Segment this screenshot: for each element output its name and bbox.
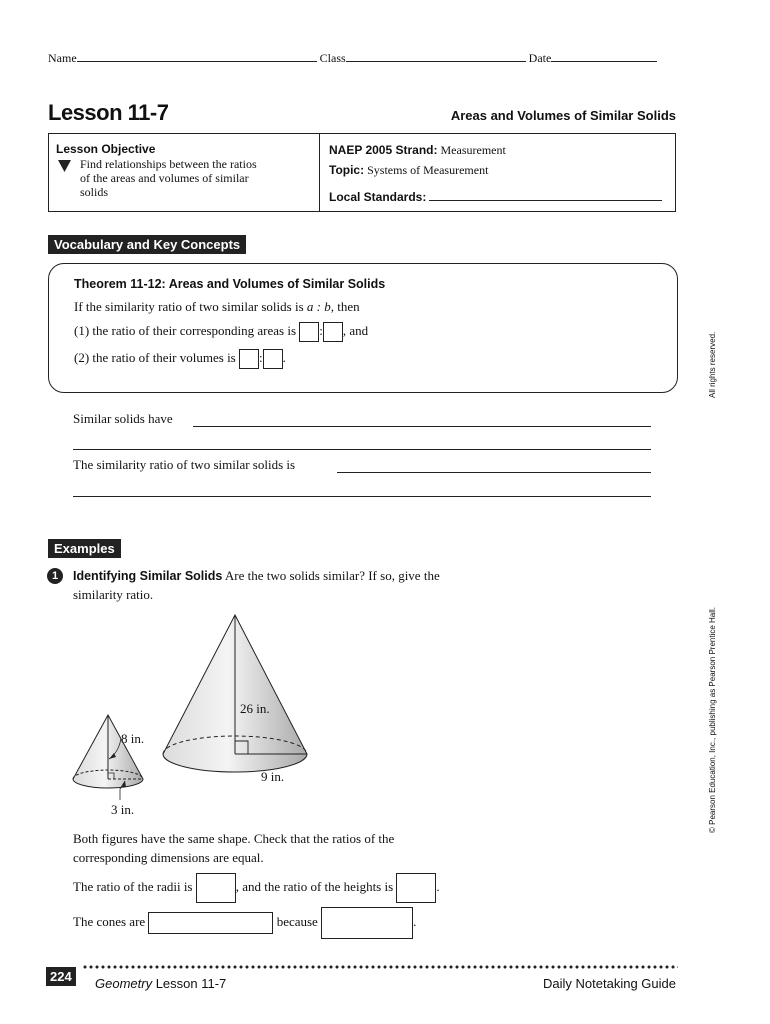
cones-conclusion-line: The cones are because . bbox=[73, 907, 416, 939]
small-cone-height-label: 8 in. bbox=[121, 731, 145, 746]
small-cone-radius-label: 3 in. bbox=[111, 802, 135, 817]
lesson-title: Lesson 11-7 bbox=[48, 100, 169, 125]
both-figures-text: Both figures have the same shape. Check that the ratios of the corresponding dimensions are equal. bbox=[73, 831, 395, 865]
objective-box bbox=[48, 133, 676, 212]
example-1-prompt-line-2: similarity ratio. bbox=[73, 587, 154, 602]
theorem-title: Theorem 11-12: Areas and Volumes of Similar Solids bbox=[74, 277, 386, 291]
volume-ratio-box-a[interactable] bbox=[239, 349, 259, 369]
vocab-section-bar: Vocabulary and Key Concepts bbox=[48, 235, 246, 254]
area-ratio-box-b[interactable] bbox=[323, 322, 343, 342]
footer-guide-title: Daily Notetaking Guide bbox=[543, 976, 676, 991]
theorem-item-1: (1) the ratio of their corresponding areas is : , and bbox=[74, 322, 368, 342]
page-number: 224 bbox=[46, 967, 76, 986]
theorem-intro: If the similarity ratio of two similar solids is a : b, then bbox=[74, 299, 360, 314]
objective-divider bbox=[319, 134, 320, 211]
objective-text: Find relationships between the ratios of the areas and volumes of similar solids bbox=[80, 157, 257, 199]
footer-book-title: Geometry Lesson 11-7 bbox=[95, 976, 227, 991]
large-cone-radius-label: 9 in. bbox=[261, 769, 285, 784]
similarity-ratio-label: The similarity ratio of two similar solids is bbox=[73, 457, 296, 472]
large-cone-height-label: 26 in. bbox=[240, 701, 270, 716]
because-box[interactable] bbox=[321, 907, 413, 939]
small-cone bbox=[73, 715, 143, 800]
name-label: Name bbox=[48, 51, 77, 65]
objective-marker-icon bbox=[58, 160, 71, 172]
example-1-prompt: Identifying Similar Solids Are the two solids similar? If so, give the bbox=[73, 568, 440, 583]
name-field[interactable] bbox=[77, 61, 317, 62]
examples-section-bar: Examples bbox=[48, 539, 121, 558]
objective-heading: Lesson Objective bbox=[56, 142, 156, 156]
similarity-ratio-line-2[interactable] bbox=[73, 496, 651, 497]
ratio-answer-line: The ratio of the radii is , and the ratio of the heights is . bbox=[73, 873, 440, 903]
large-cone bbox=[163, 615, 307, 772]
cones-are-box[interactable] bbox=[148, 912, 273, 934]
volume-ratio-box-b[interactable] bbox=[263, 349, 283, 369]
footer-dotted-rule bbox=[82, 965, 678, 969]
date-field[interactable] bbox=[551, 61, 657, 62]
local-standards-field[interactable] bbox=[429, 200, 662, 201]
theorem-box bbox=[48, 263, 678, 393]
similarity-ratio-line-1[interactable] bbox=[337, 472, 651, 473]
date-label: Date bbox=[528, 51, 552, 65]
lesson-subtitle: Areas and Volumes of Similar Solids bbox=[450, 108, 676, 123]
radii-ratio-box[interactable] bbox=[196, 873, 236, 903]
class-field[interactable] bbox=[346, 61, 526, 62]
student-info-header bbox=[48, 51, 678, 66]
topic: Topic: Systems of Measurement bbox=[329, 163, 489, 177]
class-label: Class bbox=[319, 51, 346, 65]
area-ratio-box-a[interactable] bbox=[299, 322, 319, 342]
heights-ratio-box[interactable] bbox=[396, 873, 436, 903]
theorem-item-2: (2) the ratio of their volumes is : . bbox=[74, 349, 286, 369]
naep-strand: NAEP 2005 Strand: Measurement bbox=[329, 143, 506, 157]
copyright-text: © Pearson Education, Inc., publishing as Pearson Prentice Hall. bbox=[708, 606, 717, 833]
local-standards: Local Standards: bbox=[329, 190, 662, 205]
rights-reserved-text: All rights reserved. bbox=[708, 331, 717, 398]
example-1-number-icon: 1 bbox=[47, 568, 63, 584]
similar-solids-have-label: Similar solids have bbox=[73, 411, 173, 426]
similar-cones-figure bbox=[65, 605, 355, 820]
similar-solids-have-line-1[interactable] bbox=[193, 426, 651, 427]
similar-solids-have-line-2[interactable] bbox=[73, 449, 651, 450]
